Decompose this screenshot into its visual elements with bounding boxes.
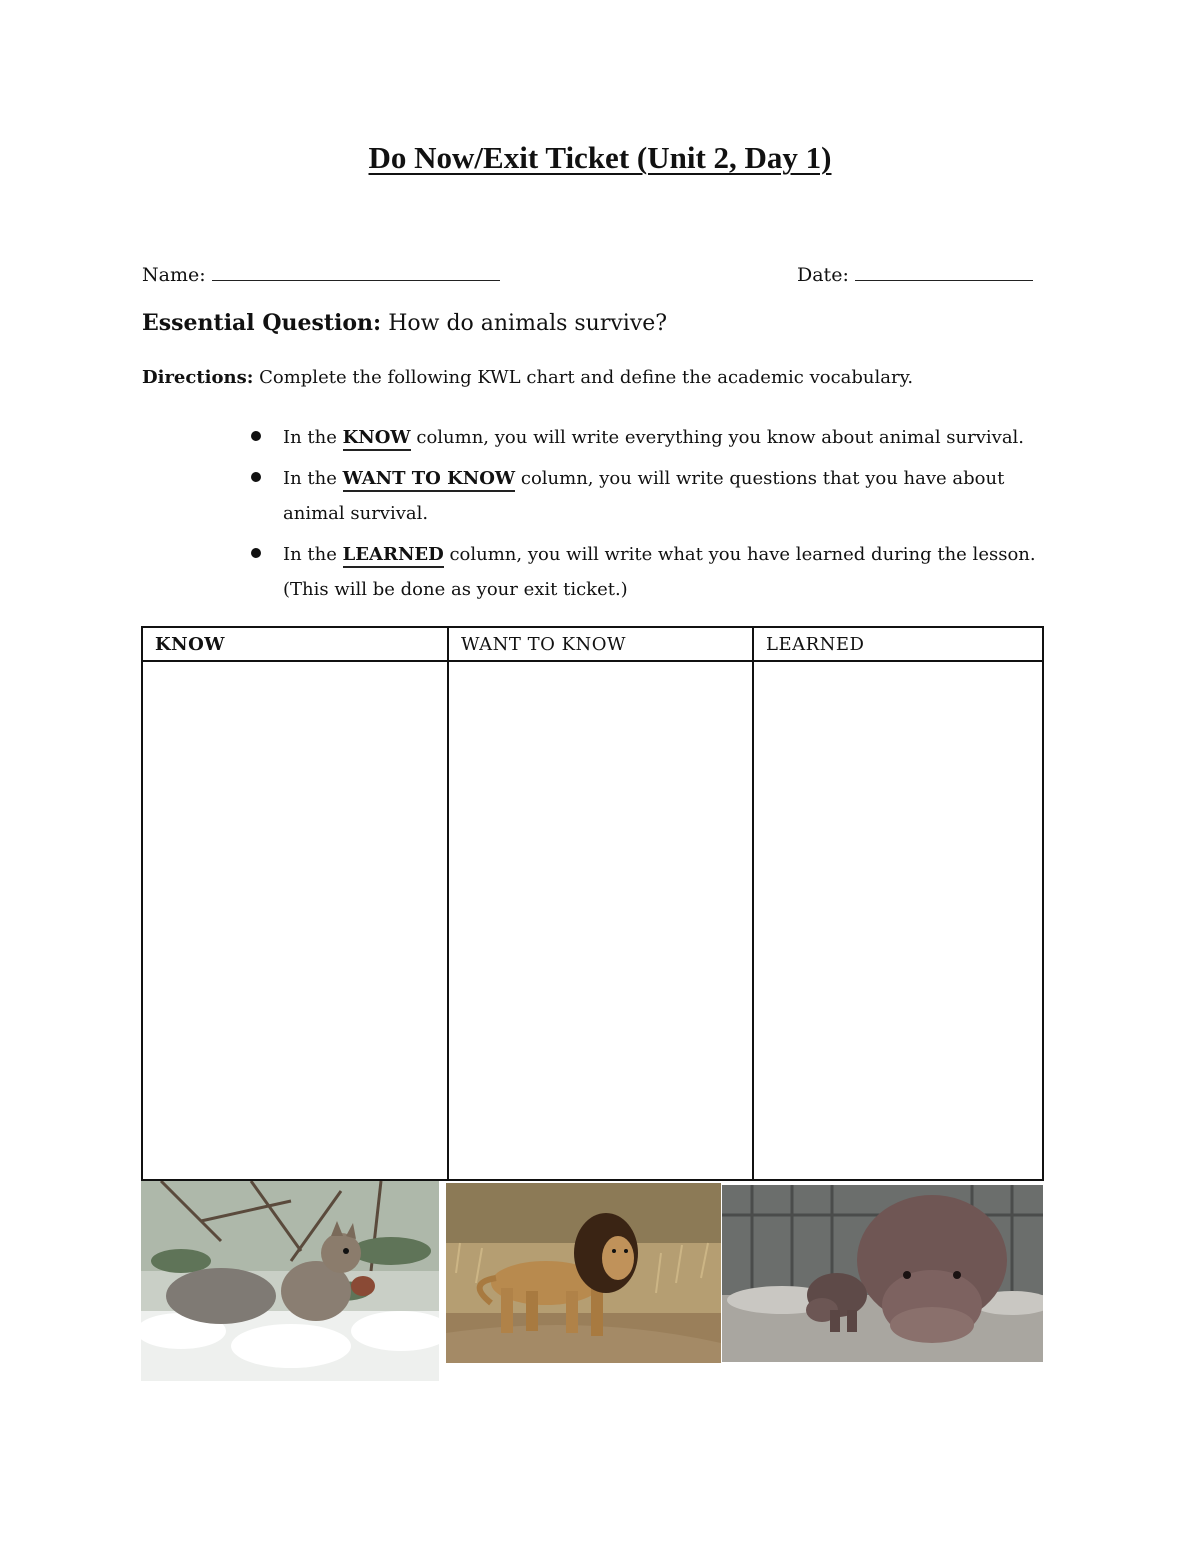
squirrel-photo [141, 1181, 439, 1381]
kwl-chart [141, 626, 1044, 1181]
directions-text: Complete the following KWL chart and define the academic vocabulary. [259, 367, 914, 388]
essential-question-text: How do animals survive? [388, 311, 668, 336]
hippo-photo [722, 1185, 1043, 1362]
want-to-know-cell[interactable] [448, 661, 753, 1180]
header-know: KNOW [142, 627, 448, 661]
header-want-to-know: WANT TO KNOW [448, 627, 753, 661]
lion-photo [446, 1183, 721, 1363]
instruction-list [245, 420, 1045, 613]
worksheet-title: Do Now/Exit Ticket (Unit 2, Day 1) [368, 140, 832, 175]
keyword-learned: LEARNED [343, 544, 444, 568]
name-label: Name: [142, 264, 206, 286]
learned-cell[interactable] [753, 661, 1043, 1180]
keyword-know: KNOW [343, 427, 411, 451]
date-label: Date: [797, 264, 849, 286]
know-cell[interactable] [142, 661, 448, 1180]
essential-question-label: Essential Question: [142, 310, 382, 336]
date-field[interactable] [797, 258, 1033, 286]
list-item: In the WANT TO KNOW column, you will write questions that you have about animal survival. [245, 461, 1045, 531]
keyword-want-to-know: WANT TO KNOW [343, 468, 515, 492]
name-field[interactable] [142, 258, 500, 286]
list-item: In the KNOW column, you will write everything you know about animal survival. [245, 420, 1045, 455]
date-blank[interactable] [855, 258, 1033, 281]
directions-label: Directions: [142, 367, 254, 388]
directions [142, 367, 913, 388]
essential-question [142, 310, 667, 336]
header-learned: LEARNED [753, 627, 1043, 661]
name-blank[interactable] [212, 258, 500, 281]
list-item: In the LEARNED column, you will write what you have learned during the lesson. (This will be done as your exit ticket.) [245, 537, 1045, 607]
